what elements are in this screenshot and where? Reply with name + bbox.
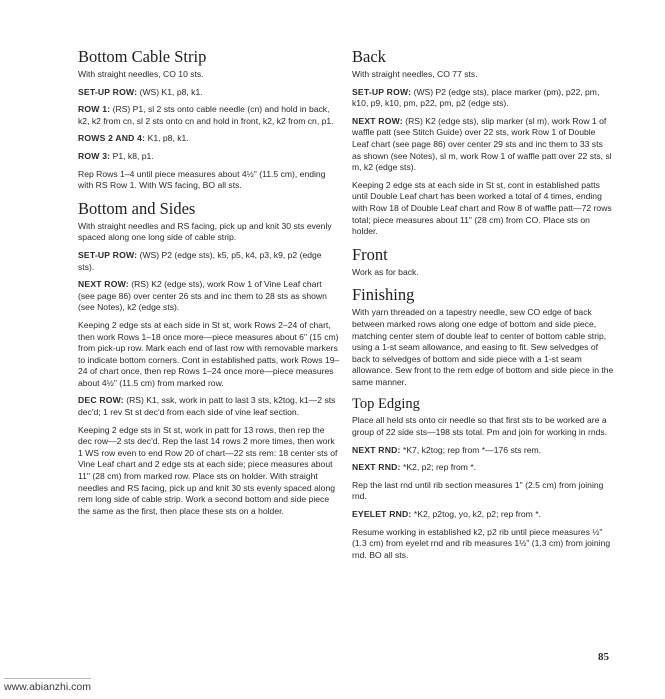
section-title: Back [352,47,386,66]
instruction-row [78,395,340,418]
instruction: Resume working in established k2, p2 rib until piece measures ½" (1.3 cm) from eyelet rnd and rib measures 1½" (1.3 cm) from joining rnd. BO all sts. [352,526,611,560]
row-label: NEXT ROW: [352,115,403,126]
section-title: Finishing [352,285,415,305]
row-text: *K2, p2; rep from *. [402,462,477,473]
instruction-row [78,279,340,314]
back-section [352,48,614,238]
instruction-row [78,133,340,145]
row-text: (WS) P2 (edge sts), k5, p5, k4, p3, k9, p2 (edge sts). [78,249,322,272]
page-number: 85 [598,651,609,663]
instruction: With straight needles and RS facing, pick up and knit 30 sts evenly spaced along one long side of cable strip. [78,220,332,243]
row-text: (RS) K1, ssk, work in patt to last 3 sts, k2tog, k1—2 sts dec'd; 1 rev St st dec'd from each side of vine leaf section. [78,395,336,418]
instruction: Rep Rows 1–4 until piece measures about 4½" (11.5 cm), ending with RS Row 1. With WS facing, BO all sts. [78,168,326,191]
row-text: (WS) K1, p8, k1. [139,86,203,97]
row-label: ROWS 2 AND 4: [78,133,146,144]
finishing-section [352,286,614,388]
left-column [78,48,340,523]
front-section [352,246,614,279]
row-text: *K2, p2tog, yo, k2, p2; rep from *. [413,509,541,520]
instruction-row [78,87,340,99]
row-label: EYELET RND: [352,509,412,520]
row-label: SET-UP ROW: [78,86,138,97]
right-column [352,48,614,567]
row-label: NEXT RND: [352,462,401,473]
bottom-and-sides-section [78,200,340,518]
instruction-row [78,250,340,273]
instruction-row [352,462,614,474]
instruction: Keeping 2 edge sts at each side in St st, work Rows 2–24 of chart, then work Rows 1–18 once more—piece measures about 6" (15 cm) from pick-up row. Mark each end of last row with removable markers to indicate bottom corners. Cont in established patts, work Rows 19–24 of chart once, then rep Rows 1–24 once more—piece measures about 4½" (11.5 cm) from marked row. [78,319,340,388]
instruction: With straight needles, CO 10 sts. [78,69,204,79]
instruction: Place all held sts onto cir needle so that first sts to be worked are a group of 22 side sts—198 sts total. Pm and join for working in rnds. [352,415,608,438]
row-label: ROW 1: [78,104,111,115]
row-label: ROW 3: [78,150,111,161]
section-title: Bottom Cable Strip [78,47,207,66]
section-title: Front [352,244,388,264]
watermark: www.abianzhi.com [4,678,91,693]
instruction-row [78,151,340,163]
instruction: With yarn threaded on a tapestry needle, sew CO edge of back between marked rows along one edge of bottom and side piece, matching center stem of double leaf to center of bottom cable strip, using a 1-st seam allowance, and easing to fit. Sew selvedges of back to selvedges of bottom and side piece with a 1-st seam allowance. Sew front to the rem edge of bottom and side piece in the same manner. [352,307,614,387]
row-text: (RS) K2 (edge sts), slip marker (sl m), work Row 1 of waffle patt (see Stitch Guide) over 22 sts, work Row 1 of Double Leaf chart (see page 86) over center 29 sts and inc them to 33 sts as shown (see Notes), sl m, work Row 1 of waffle patt over 22 sts, sl m, k2 (edge sts). [352,115,612,173]
top-edging-section [352,396,614,561]
row-label: SET-UP ROW: [78,249,138,260]
row-label: DEC ROW: [78,395,124,406]
instruction-row [352,87,614,110]
row-label: SET-UP ROW: [352,86,412,97]
instruction-row [352,116,614,174]
row-text: P1, k8, p1. [112,150,154,161]
instruction-row [352,509,614,521]
section-title: Bottom and Sides [78,198,196,218]
bottom-cable-strip-section [78,48,340,192]
instruction: Keeping 2 edge sts in St st, work in patt for 13 rows, then rep the dec row—2 sts dec'd. Rep the last 14 rows 2 more times, then work 1 WS row even to end Row 20 of chart—22 sts rem: 18 center sts of Vine Leaf chart and 2 edge sts at each side; piece measures about 11" (28 cm) from marked row. Place sts on holder. With straight needles and RS facing, pick up and knit 30 sts evenly spaced along rem long side of cable strip. Work a second bottom and side piece the same as the first, then place these sts on a holder. [78,424,338,516]
row-text: *K7, k2tog; rep from *—176 sts rem. [402,444,542,455]
row-text: K1, p8, k1. [147,133,189,144]
row-label: NEXT RND: [352,444,401,455]
section-title: Top Edging [352,396,420,413]
instruction: With straight needles, CO 77 sts. [352,69,478,79]
row-text: (WS) P2 (edge sts), place marker (pm), p22, pm, k10, p9, k10, pm, p22, pm, p2 (edge sts). [352,86,600,109]
row-text: (RS) K2 (edge sts), work Row 1 of Vine Leaf chart (see page 86) over center 26 sts and inc them to 28 sts as shown (see Notes), k2 (edge sts). [78,279,327,313]
row-text: (RS) P1, sl 2 sts onto cable needle (cn) and hold in back, k2, k2 from cn, sl 2 sts onto cn and hold in front, k2, k2 from cn, p1. [78,104,334,126]
instruction: Work as for back. [352,266,419,277]
instruction: Keeping 2 edge sts at each side in St st, cont in established patts until Double Leaf chart has been worked a total of 4 times, ending with Row 18 of Double Leaf chart and Row 8 of waffle patt—72 rows total; piece measures about 11" (28 cm) from CO. Place sts on holder. [352,179,612,237]
instruction: Rep the last rnd until rib section measures 1" (2.5 cm) from joining rnd. [352,479,604,502]
instruction-row [352,445,614,457]
row-label: NEXT ROW: [78,279,129,290]
instruction-row [78,104,340,127]
